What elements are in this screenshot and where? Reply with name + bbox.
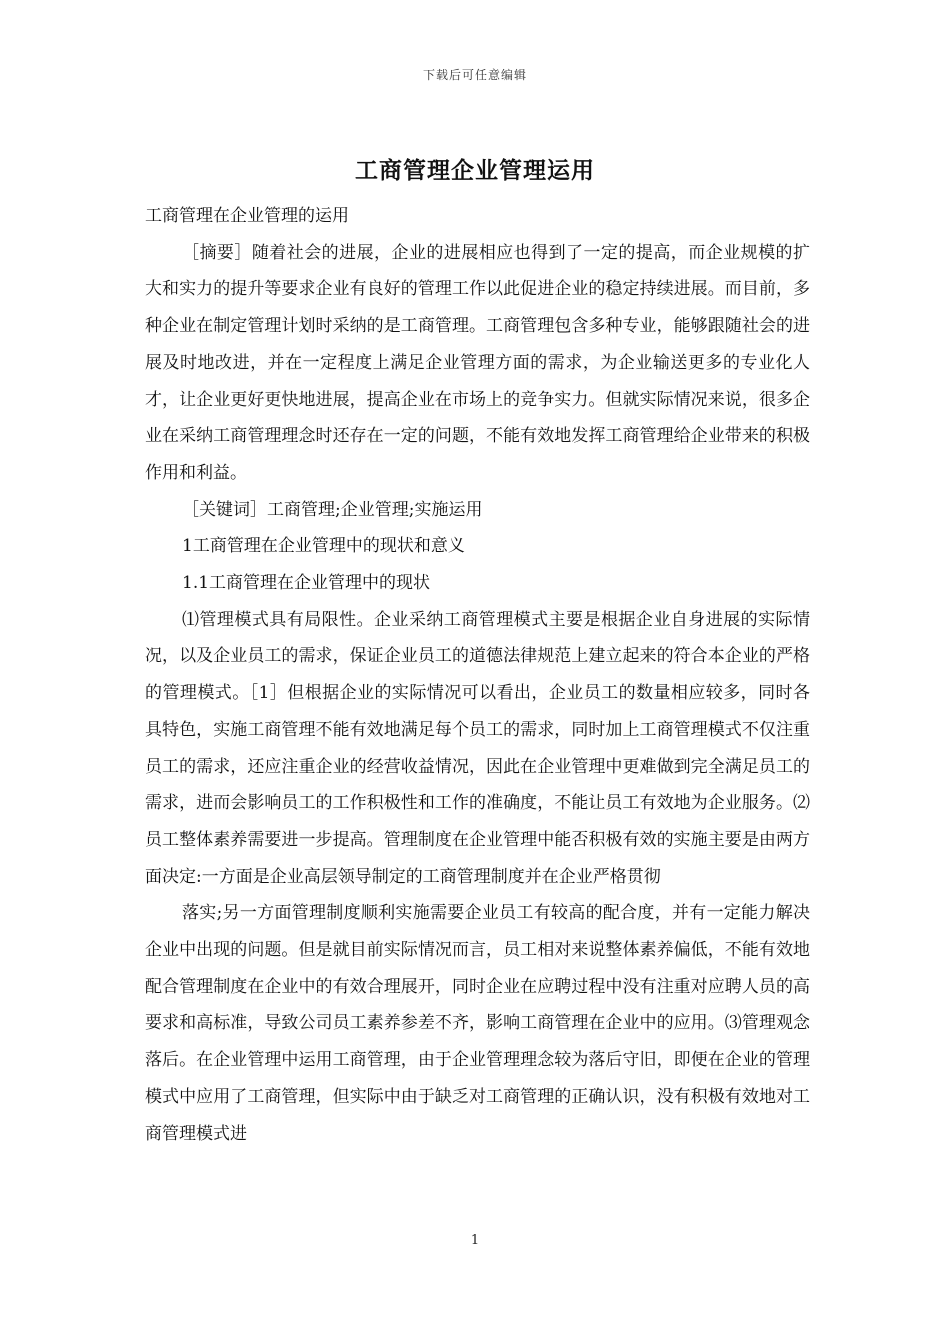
header-note: 下载后可任意编辑 <box>422 68 527 82</box>
document-subtitle: 工商管理在企业管理的运用 <box>145 206 349 226</box>
abstract-paragraph: ［摘要］随着社会的进展，企业的进展相应也得到了一定的提高，而企业规模的扩大和实力的提升等要求企业有良好的管理工作以此促进企业的稳定持续进展。而目前，多种企业在制定管理计划时采纳的是工商管理。工商管理包含多种专业，能够跟随社会的进展及时地改进，并在一定程度上满足企业管理方面的需求，为企业输送更多的专业化人才，让企业更好更快地进展，提高企业在市场上的竞争实力。但就实际情况来说，很多企业在采纳工商管理理念时还存在一定的问题，不能有效地发挥工商管理给企业带来的积极作用和利益。 <box>145 242 810 483</box>
page-number: 1 <box>470 1233 480 1248</box>
body-paragraph-2: 落实;另一方面管理制度顺利实施需要企业员工有较高的配合度，并有一定能力解决企业中出现的问题。但是就目前实际情况而言，员工相对来说整体素养偏低，不能有效地配合管理制度在企业中的有效合理展开，同时企业在应聘过程中没有注重对应聘人员的高要求和高标准，导致公司员工素养参差不齐，影响工商管理在企业中的应用。⑶管理观念落后。在企业管理中运用工商管理，由于企业管理理念较为落后守旧，即便在企业的管理模式中应用了工商管理，但实际中由于缺乏对工商管理的正确认识，没有积极有效地对工商管理模式进 <box>145 903 810 1144</box>
document-title: 工商管理企业管理运用 <box>355 157 595 184</box>
document-body <box>145 198 810 1152</box>
keywords-line: ［关键词］工商管理;企业管理;实施运用 <box>182 499 483 520</box>
section-heading-1-1: 1.1工商管理在企业管理中的现状 <box>182 573 431 594</box>
body-paragraph-1: ⑴管理模式具有局限性。企业采纳工商管理模式主要是根据企业自身进展的实际情况，以及企业员工的需求，保证企业员工的道德法律规范上建立起来的符合本企业的严格的管理模式。［1］但根据企业的实际情况可以看出，企业员工的数量相应较多，同时各具特色，实施工商管理不能有效地满足每个员工的需求，同时加上工商管理模式不仅注重员工的需求，还应注重企业的经营收益情况，因此在企业管理中更难做到完全满足员工的需求，进而会影响员工的工作积极性和工作的准确度，不能让员工有效地为企业服务。⑵员工整体素养需要进一步提高。管理制度在企业管理中能否积极有效的实施主要是由两方面决定:一方面是企业高层领导制定的工商管理制度并在企业严格贯彻 <box>145 609 810 887</box>
section-heading-1: 1工商管理在企业管理中的现状和意义 <box>182 536 465 557</box>
